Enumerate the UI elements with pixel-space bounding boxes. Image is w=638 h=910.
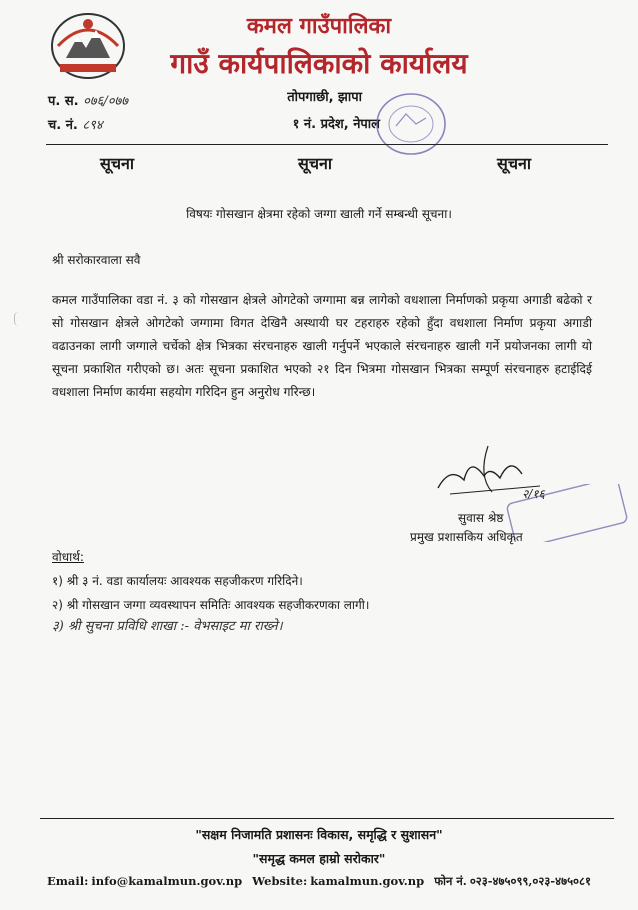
address-line-1: तोपगाछी, झापा	[287, 90, 362, 105]
ps-value: ०७६/०७७	[83, 94, 129, 109]
cc-item: १) श्री ३ नं. वडा कार्यालयः आवश्यक सहजीकरण गरिदिने।	[52, 574, 303, 588]
cc-item: २) श्री गोसखान जग्गा व्यवस्थापन समितिः आवश्यक सहजीकरणका लागी।	[52, 598, 370, 612]
cn-value: ८९४	[82, 118, 103, 133]
slogan-primary: "सक्षम निजामति प्रशासनः विकास, समृद्धि र सुशासन"	[195, 827, 443, 842]
notice-heading-center: सूचना	[298, 154, 333, 173]
municipality-name: कमल गाउँपालिका	[246, 13, 392, 39]
phone-value: ०२३-४७५०९९,०२३-४७५०८१	[469, 874, 592, 888]
email-value: info@kamalmun.gov.np	[91, 874, 243, 888]
dispatch-number-ref	[48, 115, 103, 133]
phone-label: फोन नं.	[434, 874, 467, 888]
cn-label: च. नं.	[48, 118, 78, 133]
slogan-secondary: "समृद्ध कमल हाम्रो सरोकार"	[252, 851, 386, 866]
email-label: Email:	[46, 874, 89, 888]
subject-line: विषयः गोसखान क्षेत्रमा रहेको जग्गा खाली गर्ने सम्बन्धी सूचना।	[186, 207, 452, 221]
website-value: kamalmun.gov.np	[310, 874, 425, 888]
office-seal-icon	[372, 88, 450, 160]
signer-name: सुवास श्रेष्ठ	[458, 511, 504, 525]
office-name: गाउँ कार्यपालिकाको कार्यालय	[170, 47, 468, 80]
fiscal-year-ref	[48, 91, 128, 109]
signer-title: प्रमुख प्रशासकिय अधिकृत	[410, 530, 523, 544]
salutation: श्री सरोकारवाला सवै	[52, 253, 141, 267]
cc-heading: वोधार्थ:	[52, 550, 84, 564]
header-divider	[46, 144, 608, 145]
notice-heading-left: सूचना	[100, 154, 135, 173]
ps-label: प. स.	[48, 94, 79, 109]
address-line-2: १ नं. प्रदेश, नेपाल	[292, 117, 380, 132]
notice-body: कमल गाउँपालिका वडा नं. ३ को गोसखान क्षेत्रले ओगटेको जग्गामा बन्न लागेको वधशाला निर्माणको प्रकृया अगाडी बढेको र सो गोसखान क्षेत्रले ओगटेको जग्गामा विगत देखिनै अस्थायी घर टहराहरु रहेको हुँदा वधशाला निर्माण प्रकृया अगाडी वढाउनका लागी जग्गाले चर्चेको क्षेत्र भित्रका संरचनाहरु खाली गर्नुपर्ने भएकाले संरचनाहरु खाली गर्ने प्रयोजनका लागी यो सूचना प्रकाशित गरीएको छ। अतः सूचना प्रकाशित भएको २१ दिन भित्रमा गोसखान भित्रका सम्पूर्ण संरचनाहरु हटाईदिई वधशाला निर्माण कार्यमा सहयोग गरिदिन हुन अनुरोध गरिन्छ।	[52, 293, 592, 399]
notice-heading-right: सूचना	[497, 154, 532, 173]
footer-divider	[40, 818, 614, 819]
cc-item-handwritten: ३) श्री सुचना प्रविधि शाखा :- वेभसाइट मा राख्ने।	[52, 619, 283, 634]
signature-date: २/१६	[522, 487, 545, 501]
margin-mark	[14, 312, 23, 326]
contact-footer	[0, 874, 638, 889]
website-label: Website:	[252, 874, 308, 888]
